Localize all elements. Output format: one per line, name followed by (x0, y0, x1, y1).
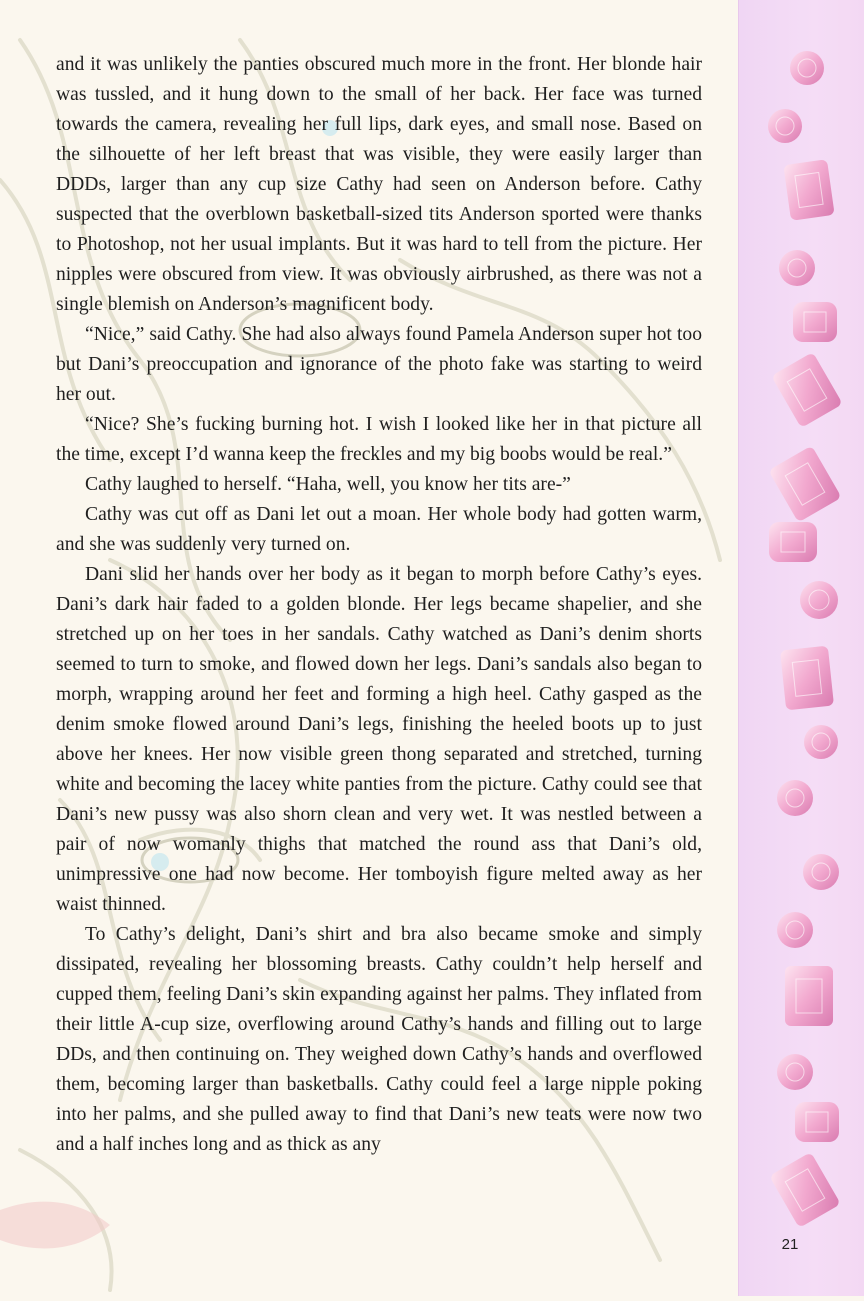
gem-sidebar (738, 0, 864, 1296)
round-gem-icon (790, 51, 824, 85)
paragraph: and it was unlikely the panties obscured much more in the front. Her blonde hair was tussled, and it hung down to the small of her back. Her face was turned towards the camera, revealing her full lips, dark eyes, and small nose. Based on the silhouette of her left breast that was visible, they were easily larger than DDDs, larger than any cup size Cathy had seen on Anderson before. Cathy suspected that the overblown basketball-sized tits Anderson sported were thanks to Photoshop, not her usual implants. But it was hard to tell from the picture. Her nipples were obscured from view. It was obviously airbrushed, as there was not a single blemish on Anderson’s magnificent body. (56, 54, 702, 315)
round-gem-icon (779, 250, 815, 286)
emerald-cut-gem-icon (769, 1152, 841, 1228)
cushion-gem-icon (795, 1102, 839, 1142)
paragraph: “Nice,” said Cathy. She had also always found Pamela Anderson super hot too but Dani’s preoccupation and ignorance of the photo fake was starting to weird her out. (56, 324, 702, 405)
cushion-gem-icon (769, 522, 817, 562)
gem-column (739, 0, 864, 1296)
round-gem-icon (804, 725, 838, 759)
round-gem-icon (768, 109, 802, 143)
emerald-cut-gem-icon (780, 646, 834, 711)
paragraph: Cathy laughed to herself. “Haha, well, you know her tits are-” (85, 474, 571, 495)
page-number: 21 (781, 1236, 799, 1253)
paragraph: Dani slid her hands over her body as it began to morph before Cathy’s eyes. Dani’s dark hair faded to a golden blonde. Her legs became shapelier, and she stretched up on her toes in her sandals. Cathy watched as Dani’s denim shorts seemed to turn to smoke, and flowed down her legs. Dani’s sandals also began to morph, wrapping around her feet and forming a high heel. Cathy gasped as the denim smoke flowed around Dani’s legs, finishing the heeled boots up to just above her knees. Her now visible green thong separated and stretched, turning white and becoming the lacey white panties from the picture. Cathy could see that Dani’s new pussy was also shorn clean and very wet. It was nestled between a pair of now womanly thighs that matched the round ass that Dani’s old, unimpressive one had now become. Her tomboyish figure melted away as her waist thinned. (56, 564, 702, 915)
emerald-cut-gem-icon (768, 446, 841, 523)
round-gem-icon (777, 1054, 813, 1090)
body-text (56, 50, 702, 1160)
round-gem-icon (803, 854, 839, 890)
emerald-cut-gem-icon (771, 352, 843, 428)
round-gem-icon (800, 581, 838, 619)
paragraph: “Nice? She’s fucking burning hot. I wish I looked like her in that picture all the time, except I’d wanna keep the freckles and my big boobs would be real.” (56, 414, 702, 465)
round-gem-icon (777, 912, 813, 948)
round-gem-icon (777, 780, 813, 816)
cushion-gem-icon (793, 302, 837, 342)
emerald-cut-gem-icon (783, 159, 834, 221)
paragraph: To Cathy’s delight, Dani’s shirt and bra also became smoke and simply dissipated, revealing her blossoming breasts. Cathy couldn’t help herself and cupped them, feeling Dani’s skin expanding against her palms. They inflated from their little A-cup size, overflowing around Cathy’s hands and filling out to large DDs, and then continuing on. They weighed down Cathy’s hands and overflowed them, becoming larger than basketballs. Cathy could feel a large nipple poking into her palms, and she pulled away to find that Dani’s new teats were now two and a half inches long and as thick as any (56, 924, 702, 1155)
paragraph: Cathy was cut off as Dani let out a moan. Her whole body had gotten warm, and she was suddenly very turned on. (56, 504, 702, 555)
emerald-cut-gem-icon (785, 966, 833, 1026)
